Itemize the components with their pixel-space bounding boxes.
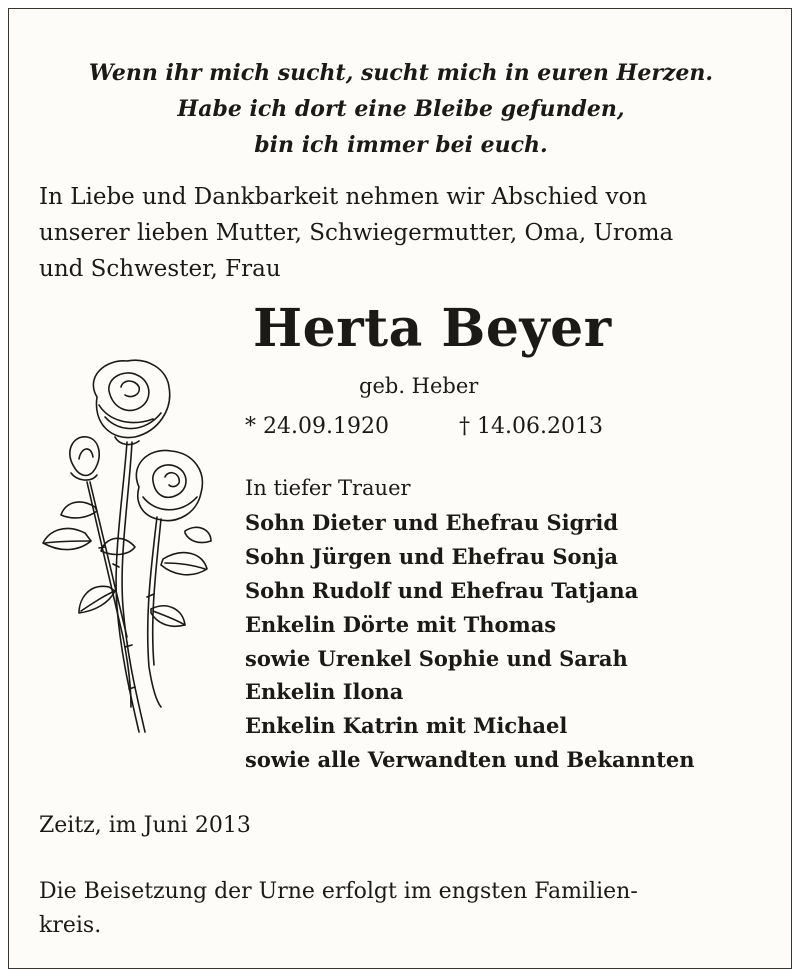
place-date: Zeitz, im Juni 2013 — [39, 813, 251, 838]
motto-line: bin ich immer bei euch. — [254, 132, 548, 158]
burial-notice — [39, 875, 779, 943]
intro-line: In Liebe und Dankbarkeit nehmen wir Abschied von — [39, 184, 648, 210]
motto-line: Wenn ihr mich sucht, sucht mich in euren Herzen. — [88, 60, 714, 86]
motto-line: Habe ich dort eine Bleibe gefunden, — [177, 96, 625, 122]
deceased-name: Herta Beyer — [253, 298, 612, 359]
mourner-line: Enkelin Dörte mit Thomas — [245, 611, 557, 637]
mourner-line: Enkelin Katrin mit Michael — [245, 713, 568, 739]
mourners-list — [245, 472, 785, 777]
intro-text — [39, 179, 779, 287]
birth-date: * 24.09.1920 — [245, 414, 389, 439]
motto — [9, 55, 792, 163]
intro-line: unserer lieben Mutter, Schwiegermutter, Oma, Uroma — [39, 220, 674, 246]
mourner-line: Sohn Dieter und Ehefrau Sigrid — [245, 509, 619, 535]
birth-name: geb. Heber — [359, 374, 479, 398]
mourner-line: Enkelin Ilona — [245, 679, 404, 705]
intro-line: und Schwester, Frau — [39, 256, 281, 282]
death-date: † 14.06.2013 — [459, 414, 603, 439]
obituary-notice — [8, 8, 792, 969]
mourner-line: sowie Urenkel Sophie und Sarah — [245, 645, 628, 671]
rose-icon — [35, 347, 215, 737]
mourner-line: Sohn Jürgen und Ehefrau Sonja — [245, 543, 619, 569]
burial-line: kreis. — [39, 913, 102, 938]
mourner-line: sowie alle Verwandten und Bekannten — [245, 747, 695, 773]
mourner-line: Sohn Rudolf und Ehefrau Tatjana — [245, 577, 639, 603]
burial-line: Die Beisetzung der Urne erfolgt im engsten Familien- — [39, 879, 638, 904]
mourning-lead: In tiefer Trauer — [245, 476, 411, 500]
